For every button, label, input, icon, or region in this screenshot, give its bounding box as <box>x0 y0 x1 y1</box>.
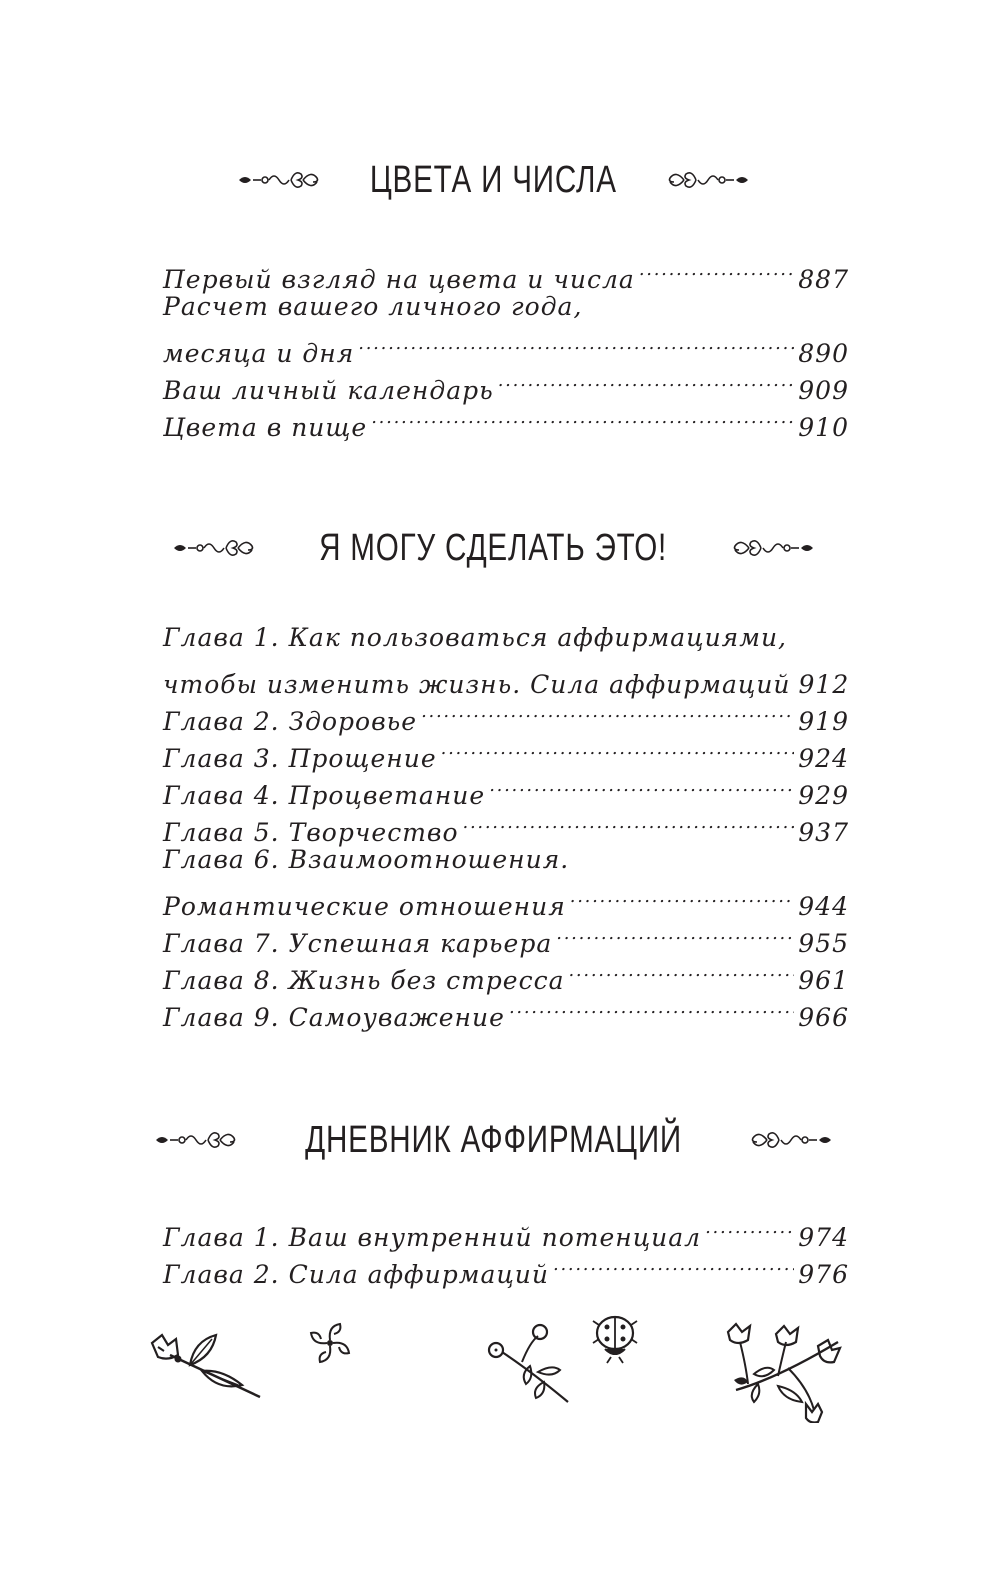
toc-entry[interactable]: Глава 8. Жизнь без стресса . . . 961 <box>163 952 849 989</box>
tulip-branch-icon <box>140 1325 270 1405</box>
flourish-ornament-icon <box>727 533 817 563</box>
toc-entry[interactable]: Глава 1. Ваш внутренний потенциал . . . 974 <box>163 1209 849 1246</box>
section-title: Я МОГУ СДЕЛАТЬ ЭТО! <box>319 526 668 569</box>
toc-list-2 <box>163 619 850 1032</box>
toc-entry[interactable]: Ваш личный календарь . . . 909 <box>163 362 849 399</box>
flourish-ornament-icon <box>170 533 260 563</box>
section-header-1 <box>0 140 987 220</box>
toc-entry[interactable]: Первый взгляд на цвета и числа . . . 887 <box>163 251 849 288</box>
flourish-ornament-icon <box>152 1125 242 1155</box>
toc-entry[interactable]: месяца и дня . . . 890 <box>163 325 849 362</box>
section-title: ЦВЕТА И ЧИСЛА <box>370 158 617 201</box>
swirl-flower-icon <box>300 1318 360 1368</box>
toc-entry[interactable]: Глава 6. Взаимоотношения. <box>163 845 570 874</box>
toc-list-3 <box>163 1209 849 1289</box>
toc-list-1 <box>163 251 849 442</box>
toc-entry[interactable]: Расчет вашего личного года, <box>163 292 583 321</box>
berry-branch-icon <box>482 1322 582 1407</box>
toc-entry[interactable]: Глава 2. Здоровье . . . 919 <box>163 693 849 730</box>
toc-entry[interactable]: Цвета в пище . . . 910 <box>163 399 849 436</box>
toc-entry[interactable]: Глава 1. Как пользоваться аффирмациями, <box>163 623 787 652</box>
ladybug-icon <box>585 1305 645 1365</box>
toc-entry[interactable]: Глава 3. Прощение . . . 924 <box>163 730 849 767</box>
toc-entry[interactable]: Глава 4. Процветание . . . 929 <box>163 767 849 804</box>
toc-entry[interactable]: Глава 2. Сила аффирмаций . . . 976 <box>163 1246 849 1283</box>
toc-entry[interactable]: чтобы изменить жизнь. Сила аффирмаций 912 <box>163 670 850 699</box>
flower-branch-icon <box>718 1318 848 1423</box>
section-header-2 <box>0 508 987 588</box>
section-header-3 <box>0 1100 987 1180</box>
toc-entry[interactable]: Глава 9. Самоуважение . . . 966 <box>163 989 849 1026</box>
toc-entry[interactable]: Романтические отношения . . . 944 <box>163 878 849 915</box>
flourish-ornament-icon <box>235 165 325 195</box>
flourish-ornament-icon <box>662 165 752 195</box>
toc-entry[interactable]: Глава 5. Творчество . . . 937 <box>163 804 849 841</box>
toc-entry[interactable]: Глава 7. Успешная карьера . . . 955 <box>163 915 849 952</box>
flourish-ornament-icon <box>745 1125 835 1155</box>
section-title: ДНЕВНИК АФФИРМАЦИЙ <box>305 1118 682 1161</box>
